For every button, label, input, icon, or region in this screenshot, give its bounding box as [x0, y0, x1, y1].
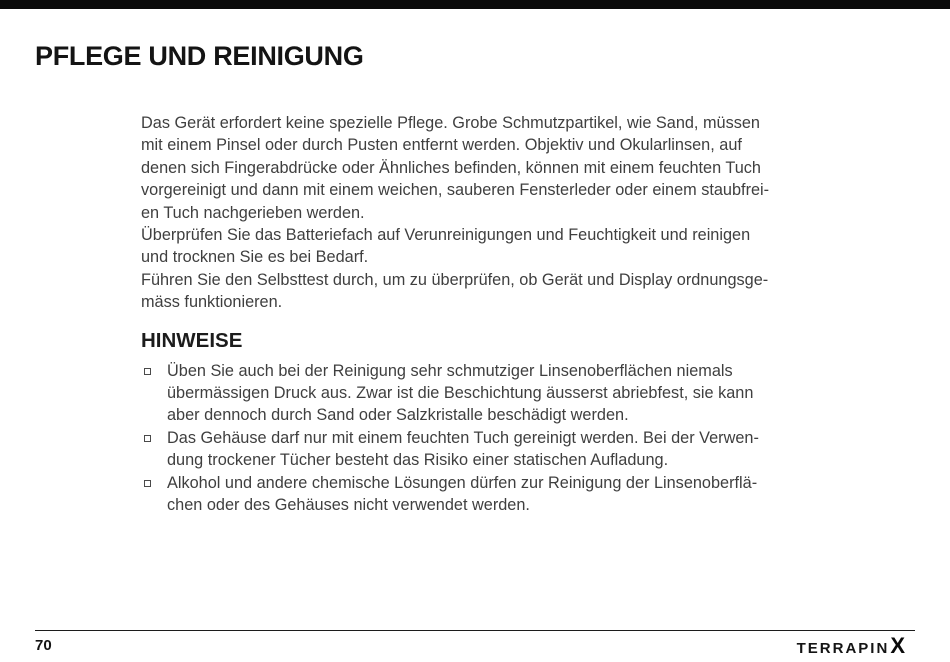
body-line: Alkohol und andere chemische Lösungen dürfen zur Reinigung der Linsenoberflä-	[167, 473, 758, 492]
square-bullet-icon	[144, 435, 151, 442]
body-line: Führen Sie den Selbsttest durch, um zu überprüfen, ob Gerät und Display ordnungsge-	[141, 270, 769, 289]
body-line: übermässigen Druck aus. Zwar ist die Beschichtung äusserst abriebfest, sie kann	[167, 384, 754, 403]
square-bullet-icon	[144, 368, 151, 375]
body-line: vorgereinigt und dann mit einem weichen, sauberen Fensterleder oder einem staubfrei-	[141, 181, 770, 200]
brand-name: TERRAPIN	[796, 640, 890, 657]
brand-x-mark: X	[890, 633, 905, 658]
brand-logo	[797, 633, 905, 659]
body-line: chen oder des Gehäuses nicht verwendet werden.	[167, 496, 530, 515]
list-item-text	[167, 472, 757, 517]
page-title: PFLEGE UND REINIGUNG	[35, 41, 364, 71]
body-line: Überprüfen Sie das Batteriefach auf Verunreinigungen und Feuchtigkeit und reinigen	[141, 226, 751, 245]
list-item	[141, 360, 901, 427]
body-line: denen sich Fingerabdrücke oder Ähnliches befinden, können mit einem feuchten Tuch	[141, 158, 761, 177]
list-item-text	[167, 427, 759, 472]
body-line: Das Gerät erfordert keine spezielle Pflege. Grobe Schmutzpartikel, wie Sand, müssen	[141, 114, 760, 132]
notes-list	[141, 360, 901, 517]
page-number: 70	[35, 637, 52, 654]
notes-heading: HINWEISE	[141, 328, 243, 352]
list-item	[141, 427, 901, 472]
body-line: aber dennoch durch Sand oder Salzkristalle beschädigt werden.	[167, 406, 629, 425]
footer-rule	[35, 630, 915, 631]
list-item	[141, 472, 901, 517]
body-line: mäss funktionieren.	[141, 293, 283, 312]
content-column	[141, 112, 901, 517]
body-line: en Tuch nachgerieben werden.	[141, 203, 365, 222]
body-line: und trocknen Sie es bei Bedarf.	[141, 248, 369, 267]
top-bar	[0, 0, 950, 9]
body-line: Üben Sie auch bei der Reinigung sehr schmutziger Linsenoberflächen niemals	[167, 361, 733, 380]
body-line: dung trockener Tücher besteht das Risiko einer statischen Aufladung.	[167, 451, 669, 470]
square-bullet-icon	[144, 480, 151, 487]
body-line: Das Gehäuse darf nur mit einem feuchten Tuch gereinigt werden. Bei der Verwen-	[167, 428, 759, 447]
body-line: mit einem Pinsel oder durch Pusten entfernt werden. Objektiv und Okularlinsen, auf	[141, 136, 742, 155]
body-text	[141, 112, 901, 314]
list-item-text	[167, 360, 753, 427]
